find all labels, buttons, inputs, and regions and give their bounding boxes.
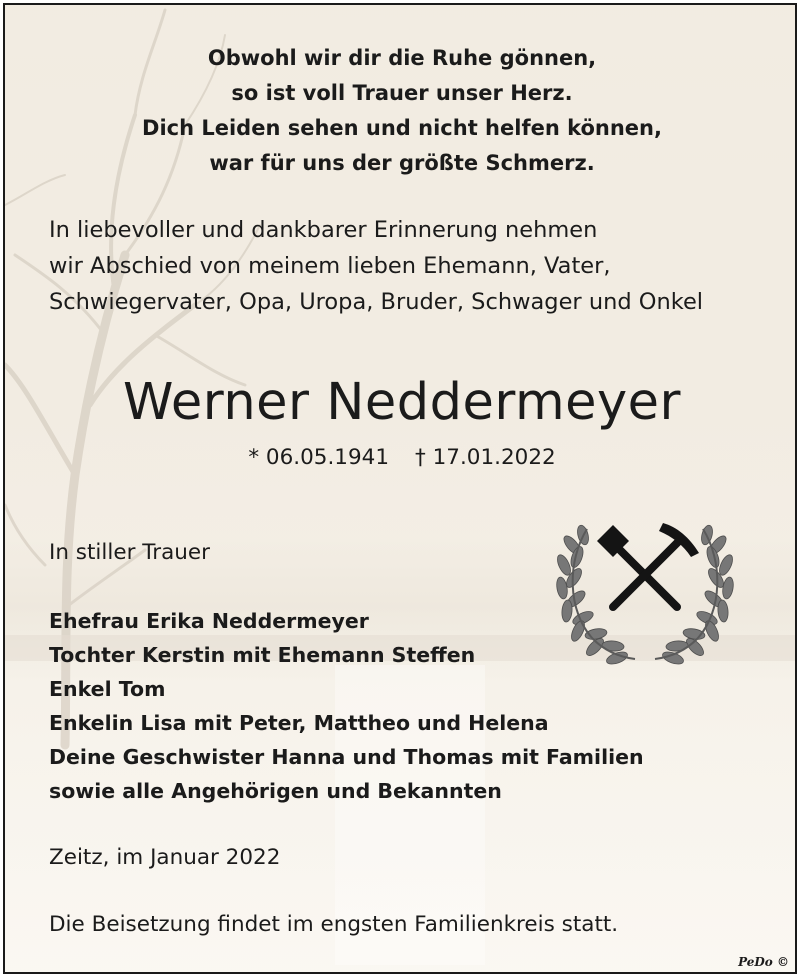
poem-line: war für uns der größte Schmerz.	[209, 151, 595, 175]
mourning-line: In stiller Trauer	[49, 540, 210, 565]
intro-line: Schwiegervater, Opa, Uropa, Bruder, Schwager und Onkel	[49, 289, 704, 315]
mourners-list	[49, 604, 644, 808]
notice-content	[5, 5, 795, 972]
poem-line: Obwohl wir dir die Ruhe gönnen,	[207, 46, 597, 70]
poem-line: so ist voll Trauer unser Herz.	[231, 81, 573, 105]
life-dates	[5, 443, 797, 473]
memorial-poem	[5, 41, 797, 181]
farewell-intro	[49, 212, 703, 320]
intro-line: wir Abschied von meinem lieben Ehemann, Vater,	[49, 253, 611, 279]
mourner-line: Ehefrau Erika Neddermeyer	[49, 609, 369, 633]
place-date: Zeitz, im Januar 2022	[49, 845, 281, 870]
mourner-line: sowie alle Angehörigen und Bekannten	[49, 779, 502, 803]
intro-line: In liebevoller und dankbarer Erinnerung nehmen	[49, 217, 598, 243]
mourner-line: Enkel Tom	[49, 677, 166, 701]
death-date: † 17.01.2022	[415, 445, 556, 470]
obituary-notice	[3, 3, 797, 974]
mourner-line: Deine Geschwister Hanna und Thomas mit Familien	[49, 745, 644, 769]
deceased-name: Werner Neddermeyer	[122, 373, 682, 432]
poem-line: Dich Leiden sehen und nicht helfen können,	[142, 116, 662, 140]
birth-date: * 06.05.1941	[248, 445, 389, 470]
designer-signature: PeDo ©	[738, 955, 789, 969]
funeral-note: Die Beisetzung findet im engsten Familienkreis statt.	[49, 912, 619, 937]
mourner-line: Tochter Kerstin mit Ehemann Steffen	[49, 643, 476, 667]
mourner-line: Enkelin Lisa mit Peter, Mattheo und Helena	[49, 711, 549, 735]
